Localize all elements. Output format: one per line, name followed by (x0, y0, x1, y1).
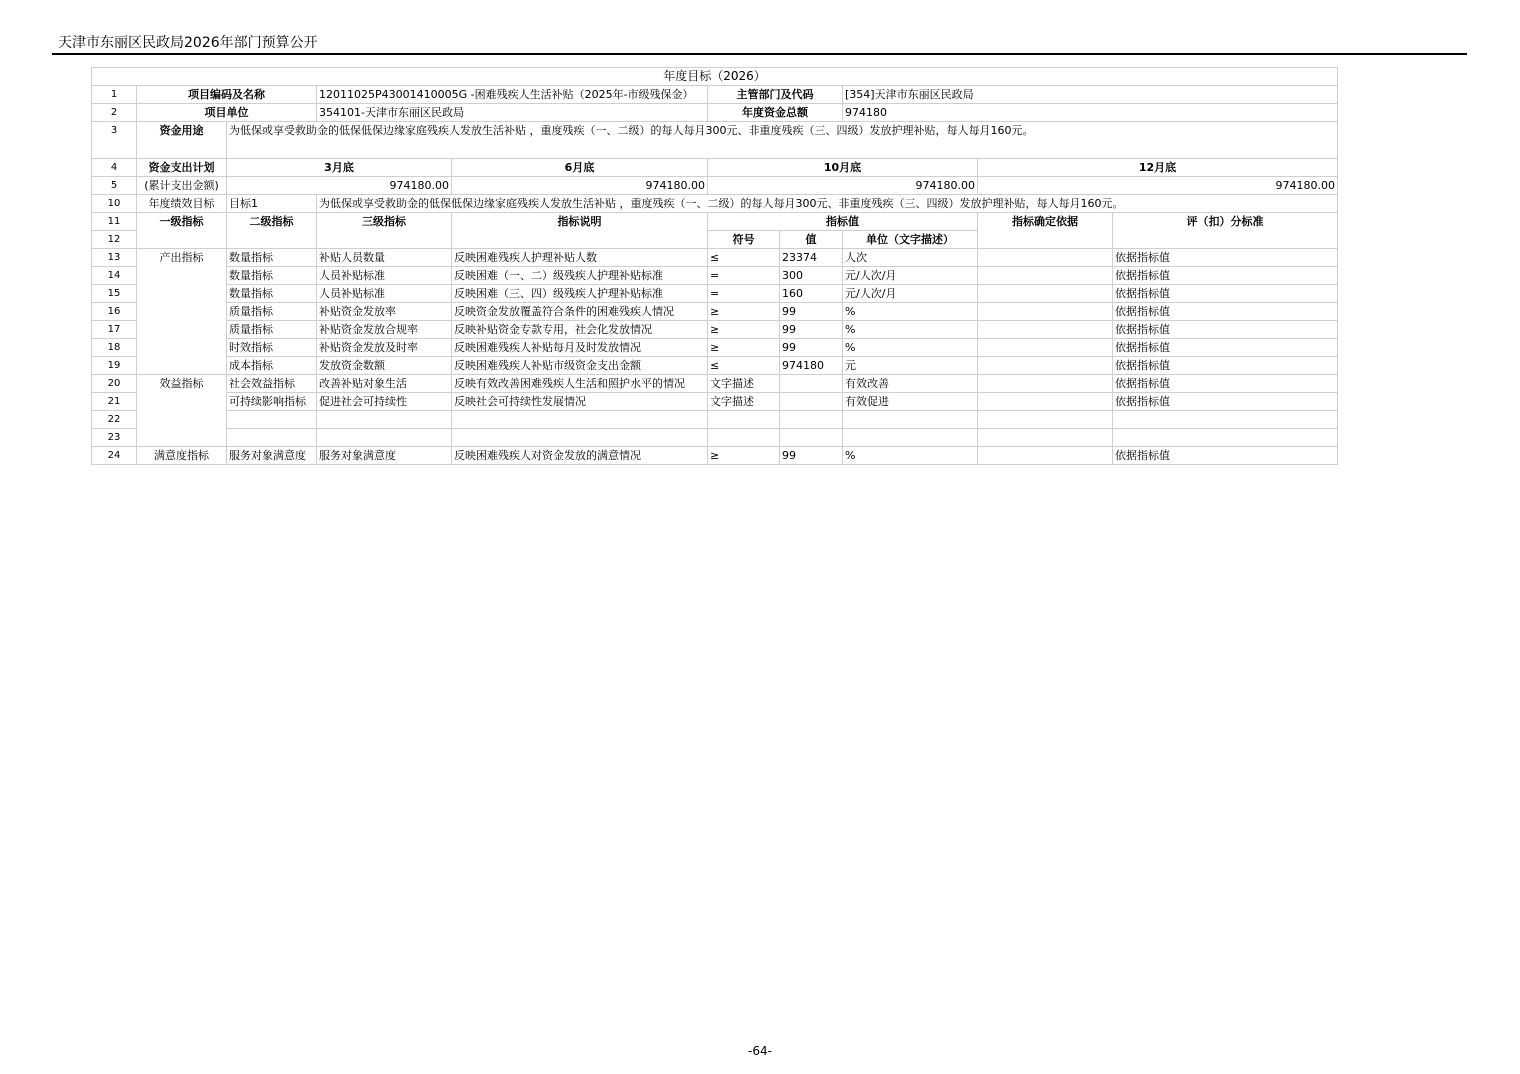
row-number: 21 (92, 393, 137, 411)
row-number: 17 (92, 321, 137, 339)
indicator-symbol (708, 429, 780, 447)
plan-period-dec: 12月底 (978, 159, 1338, 177)
indicator-level3 (317, 429, 452, 447)
annual-goal-label: 年度绩效目标 (137, 195, 227, 213)
table-row (92, 285, 1338, 303)
project-unit-value: 354101-天津市东丽区民政局 (317, 104, 708, 122)
row-number: 12 (92, 231, 137, 249)
indicator-unit: 元/人次/月 (843, 285, 978, 303)
indicator-basis (978, 249, 1113, 267)
plan-period-oct: 10月底 (708, 159, 978, 177)
indicator-score: 依据指标值 (1113, 303, 1338, 321)
dept-value: [354]天津市东丽区民政局 (843, 86, 1338, 104)
indicator-unit: 元/人次/月 (843, 267, 978, 285)
indicator-level2: 数量指标 (227, 249, 317, 267)
indicator-value: 974180 (780, 357, 843, 375)
indicator-level2: 质量指标 (227, 303, 317, 321)
indicator-level2: 服务对象满意度 (227, 447, 317, 465)
indicator-value (780, 429, 843, 447)
indicator-symbol: ≤ (708, 249, 780, 267)
row-number: 4 (92, 159, 137, 177)
indicator-description: 反映困难残疾人补贴市级资金支出金额 (452, 357, 708, 375)
indicator-symbol: ≤ (708, 357, 780, 375)
row-number: 15 (92, 285, 137, 303)
header-score: 评（扣）分标准 (1113, 213, 1338, 249)
indicator-score: 依据指标值 (1113, 249, 1338, 267)
table-row (92, 429, 1338, 447)
indicator-value (780, 375, 843, 393)
indicator-value: 300 (780, 267, 843, 285)
indicator-level2 (227, 411, 317, 429)
table-row (92, 303, 1338, 321)
header-level3: 三级指标 (317, 213, 452, 249)
budget-target-table (91, 67, 1338, 465)
indicator-description: 反映困难残疾人补贴每月及时发放情况 (452, 339, 708, 357)
plan-amount-jun: 974180.00 (452, 177, 708, 195)
indicator-description: 反映补贴资金专款专用，社会化发放情况 (452, 321, 708, 339)
indicator-unit: 有效改善 (843, 375, 978, 393)
indicator-score (1113, 411, 1338, 429)
indicator-level2: 数量指标 (227, 267, 317, 285)
row-number: 11 (92, 213, 137, 231)
indicator-score: 依据指标值 (1113, 339, 1338, 357)
indicator-value: 99 (780, 321, 843, 339)
goal-id: 目标1 (227, 195, 317, 213)
indicator-basis (978, 375, 1113, 393)
indicator-level2: 数量指标 (227, 285, 317, 303)
table-row (92, 339, 1338, 357)
indicator-description: 反映困难（一、二）级残疾人护理补贴标准 (452, 267, 708, 285)
indicator-basis (978, 357, 1113, 375)
funds-usage-value: 为低保或享受救助金的低保低保边缘家庭残疾人发放生活补贴 ，重度残疾（一、二级）的每人每月300元、非重度残疾（三、四级）发放护理补贴，每人每月160元。 (227, 122, 1338, 159)
indicator-description: 反映有效改善困难残疾人生活和照护水平的情况 (452, 375, 708, 393)
indicator-basis (978, 447, 1113, 465)
plan-amount-dec: 974180.00 (978, 177, 1338, 195)
table-title: 年度目标（2026） (92, 68, 1338, 86)
indicator-description: 反映困难残疾人护理补贴人数 (452, 249, 708, 267)
indicator-unit: % (843, 339, 978, 357)
category-benefit: 效益指标 (137, 375, 227, 447)
indicator-unit: % (843, 447, 978, 465)
category-satisfaction: 满意度指标 (137, 447, 227, 465)
indicator-value: 99 (780, 339, 843, 357)
header-description: 指标说明 (452, 213, 708, 249)
row-number: 16 (92, 303, 137, 321)
indicator-description (452, 429, 708, 447)
indicator-description (452, 411, 708, 429)
indicator-description: 反映资金发放覆盖符合条件的困难残疾人情况 (452, 303, 708, 321)
indicator-symbol: 文字描述 (708, 393, 780, 411)
table-row (92, 375, 1338, 393)
row-number: 23 (92, 429, 137, 447)
funds-usage-label: 资金用途 (137, 122, 227, 159)
indicator-symbol (708, 411, 780, 429)
project-code-label: 项目编码及名称 (137, 86, 317, 104)
header-divider (52, 53, 1467, 55)
indicator-value: 23374 (780, 249, 843, 267)
indicator-unit: 元 (843, 357, 978, 375)
indicator-symbol: ≥ (708, 339, 780, 357)
spending-plan-label: 资金支出计划 (137, 159, 227, 177)
indicator-value: 99 (780, 303, 843, 321)
header-level1: 一级指标 (137, 213, 227, 249)
category-output: 产出指标 (137, 249, 227, 375)
indicator-level3: 补贴资金发放率 (317, 303, 452, 321)
row-number: 24 (92, 447, 137, 465)
indicator-level3: 改善补贴对象生活 (317, 375, 452, 393)
indicator-unit: 人次 (843, 249, 978, 267)
indicator-score (1113, 429, 1338, 447)
indicator-level3: 人员补贴标准 (317, 285, 452, 303)
header-basis: 指标确定依据 (978, 213, 1113, 249)
plan-amount-mar: 974180.00 (227, 177, 452, 195)
spending-plan-sub-label: (累计支出金额) (137, 177, 227, 195)
indicator-basis (978, 303, 1113, 321)
row-number: 14 (92, 267, 137, 285)
indicator-basis (978, 285, 1113, 303)
project-unit-label: 项目单位 (137, 104, 317, 122)
indicator-basis (978, 411, 1113, 429)
table-row (92, 321, 1338, 339)
indicator-level3: 补贴人员数量 (317, 249, 452, 267)
indicator-unit: % (843, 303, 978, 321)
indicator-symbol: 文字描述 (708, 375, 780, 393)
annual-goal-value: 为低保或享受救助金的低保低保边缘家庭残疾人发放生活补贴 ，重度残疾（一、二级）的每人每月300元、非重度残疾（三、四级）发放护理补贴，每人每月160元。 (317, 195, 1338, 213)
indicator-level3: 补贴资金发放合规率 (317, 321, 452, 339)
indicator-level2: 社会效益指标 (227, 375, 317, 393)
indicator-level3: 促进社会可持续性 (317, 393, 452, 411)
header-unit: 单位（文字描述） (843, 231, 978, 249)
indicator-score: 依据指标值 (1113, 375, 1338, 393)
indicator-level2: 时效指标 (227, 339, 317, 357)
header-symbol: 符号 (708, 231, 780, 249)
indicator-value (780, 411, 843, 429)
indicator-value (780, 393, 843, 411)
header-value: 值 (780, 231, 843, 249)
plan-period-jun: 6月底 (452, 159, 708, 177)
indicator-level3: 服务对象满意度 (317, 447, 452, 465)
indicator-level2: 成本指标 (227, 357, 317, 375)
indicator-unit: % (843, 321, 978, 339)
indicator-description: 反映社会可持续性发展情况 (452, 393, 708, 411)
indicator-score: 依据指标值 (1113, 321, 1338, 339)
table-row (92, 393, 1338, 411)
header-value-group: 指标值 (708, 213, 978, 231)
indicator-unit: 有效促进 (843, 393, 978, 411)
page-number: -64- (748, 1044, 772, 1058)
indicator-symbol: ≥ (708, 321, 780, 339)
row-number: 1 (92, 86, 137, 104)
indicator-basis (978, 321, 1113, 339)
indicator-unit (843, 411, 978, 429)
indicator-level2 (227, 429, 317, 447)
indicator-value: 99 (780, 447, 843, 465)
indicator-level3: 发放资金数额 (317, 357, 452, 375)
indicator-score: 依据指标值 (1113, 393, 1338, 411)
indicator-score: 依据指标值 (1113, 357, 1338, 375)
indicator-description: 反映困难（三、四）级残疾人护理补贴标准 (452, 285, 708, 303)
plan-amount-oct: 974180.00 (708, 177, 978, 195)
row-number: 5 (92, 177, 137, 195)
row-number: 18 (92, 339, 137, 357)
table-row (92, 267, 1338, 285)
plan-period-mar: 3月底 (227, 159, 452, 177)
indicator-symbol: ≥ (708, 303, 780, 321)
indicator-basis (978, 393, 1113, 411)
indicator-score: 依据指标值 (1113, 447, 1338, 465)
row-number: 22 (92, 411, 137, 429)
indicator-unit (843, 429, 978, 447)
indicator-symbol: ≥ (708, 447, 780, 465)
indicator-basis (978, 429, 1113, 447)
row-number: 19 (92, 357, 137, 375)
row-number: 20 (92, 375, 137, 393)
header-level2: 二级指标 (227, 213, 317, 249)
indicator-symbol: = (708, 285, 780, 303)
indicator-level3: 补贴资金发放及时率 (317, 339, 452, 357)
indicator-score: 依据指标值 (1113, 267, 1338, 285)
row-number: 2 (92, 104, 137, 122)
row-number: 10 (92, 195, 137, 213)
indicator-level3 (317, 411, 452, 429)
row-number: 3 (92, 122, 137, 159)
document-header-title: 天津市东丽区民政局2026年部门预算公开 (58, 35, 318, 51)
project-code-value: 12011025P43001410005G -困难残疾人生活补贴（2025年-市级残保金） (317, 86, 708, 104)
indicator-description: 反映困难残疾人对资金发放的满意情况 (452, 447, 708, 465)
indicator-level2: 质量指标 (227, 321, 317, 339)
indicator-basis (978, 267, 1113, 285)
indicator-basis (978, 339, 1113, 357)
indicator-score: 依据指标值 (1113, 285, 1338, 303)
annual-funds-label: 年度资金总额 (708, 104, 843, 122)
table-row (92, 249, 1338, 267)
table-row (92, 447, 1338, 465)
indicator-value: 160 (780, 285, 843, 303)
row-number: 13 (92, 249, 137, 267)
indicator-level3: 人员补贴标准 (317, 267, 452, 285)
indicator-symbol: = (708, 267, 780, 285)
dept-label: 主管部门及代码 (708, 86, 843, 104)
annual-funds-value: 974180 (843, 104, 1338, 122)
table-row (92, 357, 1338, 375)
indicator-level2: 可持续影响指标 (227, 393, 317, 411)
table-row (92, 411, 1338, 429)
